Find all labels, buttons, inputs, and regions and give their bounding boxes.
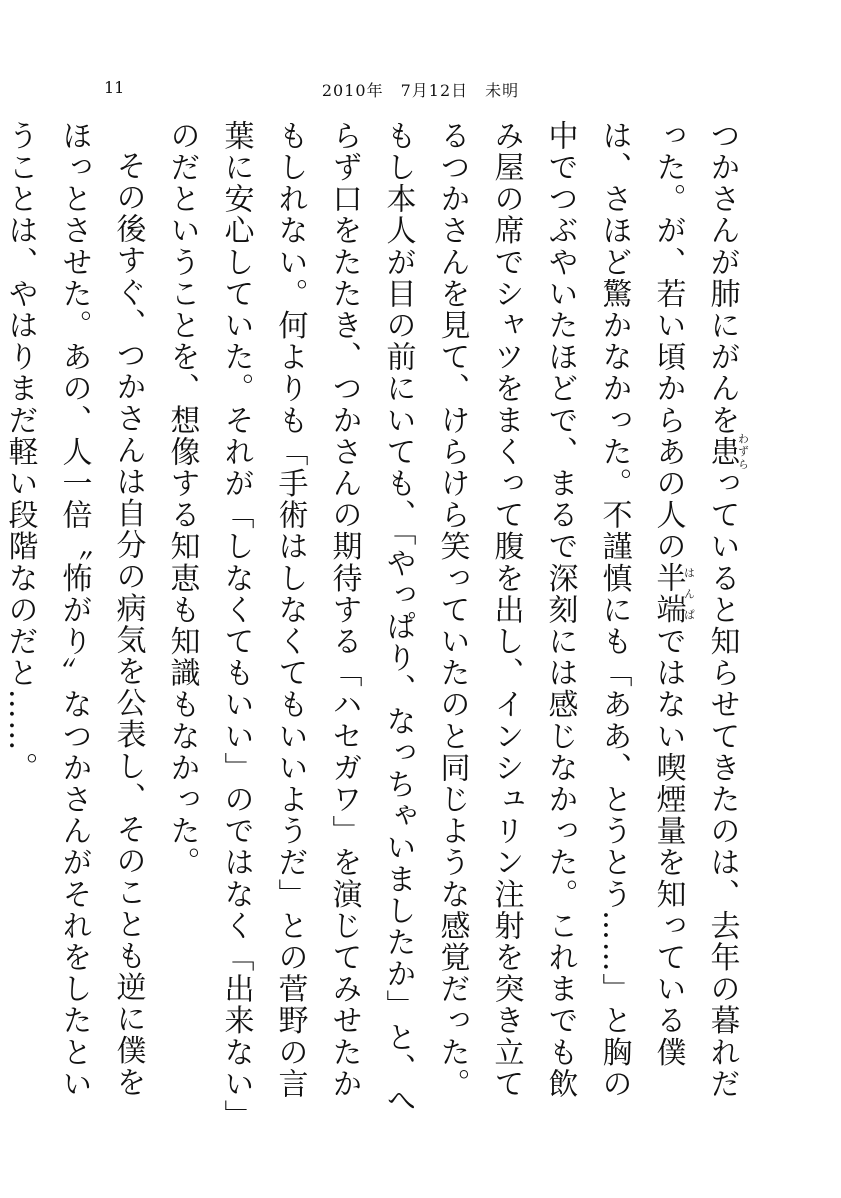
ruby-reading: わずら xyxy=(736,432,750,471)
chapter-header-title: 2010年 7月12日 未明 xyxy=(321,81,520,100)
paragraph xyxy=(0,120,155,1120)
text-segment: ではない喫煙量を知っている僕は、さほど驚かなかった。不謹慎にも「ああ、とうとう……」と胸の中でつぶやいたほどで、まるで深刻には感じなかった。これまでも飲み屋の席でシャツをまくって腹を出し、インシュリン注射を突き立てるつかさんを見て、けらけら笑っていたのと同じような感覚だった。もし本人が目の前にいても、「やっぱり、なっちゃいましたか」と、へらず口をたたき、つかさんの期待する「ハセガワ」を演じてみせたかもしれない。何よりも「手術はしなくてもいいようだ」との菅野の言葉に安心していた。それが「しなくてもいい」のではなく「出来ない」のだということを、想像する知恵も知識もなかった。 xyxy=(164,120,686,1117)
ruby-annotation xyxy=(704,432,750,471)
text-segment: つかさんが肺にがんを xyxy=(704,120,740,436)
ruby-reading: はんぱ xyxy=(682,562,696,626)
text-segment: っていると知らせてきたのは、去年の暮れだった。が、若い頃からあの人の xyxy=(650,120,740,1100)
text-segment: その後すぐ、つかさんは自分の病気を公表し、そのことも逆に僕をほっとさせた。あの、人一倍〝怖がり〟なつかさんがそれをしたということは、やはりまだ軽い段階なのだと……。 xyxy=(2,120,146,1100)
ruby-base: 半端 xyxy=(650,562,686,626)
ruby-annotation xyxy=(650,562,696,626)
paragraph xyxy=(155,120,750,1120)
page-number: 11 xyxy=(104,78,125,97)
ruby-base: 患 xyxy=(704,432,740,471)
running-header xyxy=(0,78,841,102)
body-text xyxy=(2,120,750,1120)
